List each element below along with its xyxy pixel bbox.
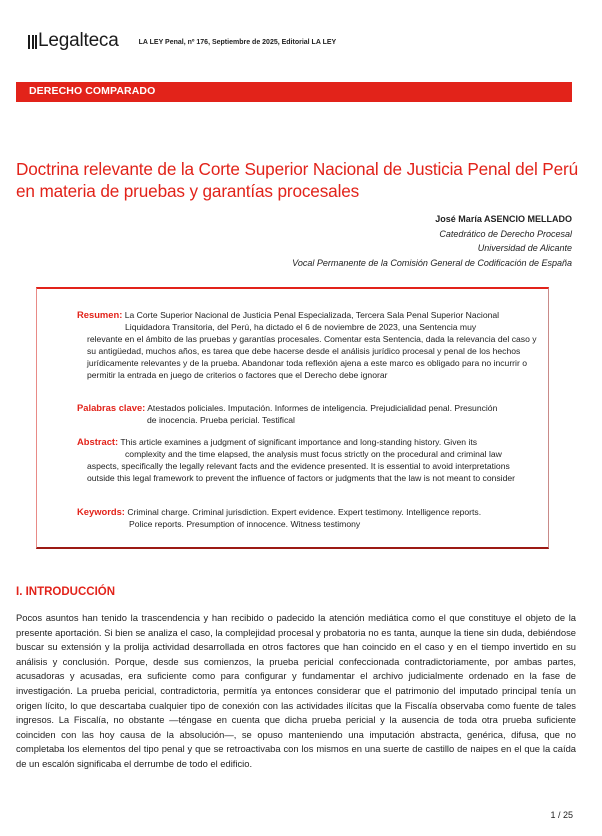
page-number: 1 / 25 <box>550 810 573 820</box>
title-line-1: Doctrina relevante de la Corte Superior Nacional de Justicia Penal del Perú <box>16 159 578 179</box>
resumen-line-1: La Corte Superior Nacional de Justicia Penal Especializada, Tercera Sala Penal Superior Nacional <box>124 310 500 320</box>
page-header <box>28 30 336 52</box>
resumen-rest: relevante en el ámbito de las pruebas y garantías procesales. Comentar esta Sentencia, dada la relevancia del caso y su antigüedad, muchos años, es tarea que debe hacerse desde el análisis jurídico procesal y penal de los hechos jurídicamente relevantes y de la prueba. Abandonar toda reflexión ajena a este marco es obligado para no incurrir o permitir la entrada en juego de criterios o factores que el Derecho debe ignorar <box>87 334 537 380</box>
palabras-clave-line-1: Atestados policiales. Imputación. Informes de inteligencia. Prejudicialidad penal. Presunción <box>147 403 498 413</box>
abstract-block <box>77 436 537 484</box>
author-affiliation: Catedrático de Derecho Procesal <box>439 228 572 239</box>
introduction-paragraph: Pocos asuntos han tenido la trascendencia y han recibido o padecido la atención mediática como el que constituye el objeto de la presente aportación. Si bien se analiza el caso, la complejidad procesal y probatoria no es tanta, aunque la tiene sin duda, debiéndose buscar su extensión y la prolija actividad desarrollada en otros factores que han coincido en el caso y en el tiempo invertido en su análisis y conclusión. Porque, desde sus comienzos, la prueba pericial confeccionada contradictoriamente, por ambas partes, acusadoras y acusadas, era suficiente como para configurar y fundamentar el archivo judicialmente ordenado en la fase de investigación. La prueba pericial, contradictoria, permitía ya entonces considerar que el patrimonio del imputado principal tenía un origen lícito, lo que descartaba cualquier tipo de conexión con las actividades ilícitas que la Fiscalía observaba como fuente de tales ingresos. La Fiscalía, no obstante —téngase en cuenta que dicha prueba pericial y la ausencia de toda otra prueba suficiente coinciden con las hoy causa de la absolución—, se opuso manteniendo una imputación abstracta, genérica, difusa, que no completaba los elementos del tipo penal y que se retroactivaba con los mismos en una suerte de castillo de naipes en el que la caída de un escalón significaba el derrumbe de todo el edificio. <box>16 612 576 769</box>
abstract-rest: aspects, specifically the legally relevant facts and the evidence presented. It is essential to avoid interpretations outside this legal framework to prevent the influence of factors or judgments that the law is not meant to consider <box>87 461 516 483</box>
logo-bars-icon <box>28 35 37 49</box>
logo-text: Legalteca <box>38 30 119 51</box>
keywords-line-2: Police reports. Presumption of innocence. Witness testimony <box>129 519 361 529</box>
article-title <box>16 158 586 202</box>
keywords-label: Keywords: <box>77 506 125 517</box>
author-affiliation: Universidad de Alicante <box>477 243 572 253</box>
publication-info: LA LEY Penal, nº 176, Septiembre de 2025, Editorial LA LEY <box>138 39 337 46</box>
abstract-label: Abstract: <box>77 436 119 447</box>
palabras-clave-label: Palabras clave: <box>77 402 146 413</box>
author-affiliation: Vocal Permanente de la Comisión General de Codificación de España <box>292 257 572 268</box>
section-label: DERECHO COMPARADO <box>29 85 156 97</box>
resumen-block <box>77 309 537 381</box>
author-block <box>292 212 572 270</box>
legalteca-logo <box>28 30 119 52</box>
abstract-line-2: complexity and the time elapsed, the analysis must focus strictly on the procedural and criminal law <box>125 449 502 459</box>
author-name: José María ASENCIO MELLADO <box>435 214 572 224</box>
keywords-line-1: Criminal charge. Criminal jurisdiction. Expert evidence. Expert testimony. Intelligence reports. <box>127 507 482 517</box>
keywords-block <box>77 506 537 530</box>
section-band <box>16 82 572 102</box>
introduction-heading: I. INTRODUCCIÓN <box>16 586 116 598</box>
resumen-line-2: Liquidadora Transitoria, del Perú, ha dictado el 6 de noviembre de 2023, una Sentencia muy <box>125 322 477 332</box>
palabras-clave-block <box>77 402 537 426</box>
palabras-clave-line-2: de inocencia. Prueba pericial. Testifical <box>147 415 295 425</box>
title-line-2: en materia de pruebas y garantías procesales <box>16 181 360 201</box>
abstract-line-1: This article examines a judgment of significant importance and long-standing history. Given its <box>120 437 478 447</box>
abstract-box <box>36 287 549 549</box>
resumen-label: Resumen: <box>77 309 123 320</box>
